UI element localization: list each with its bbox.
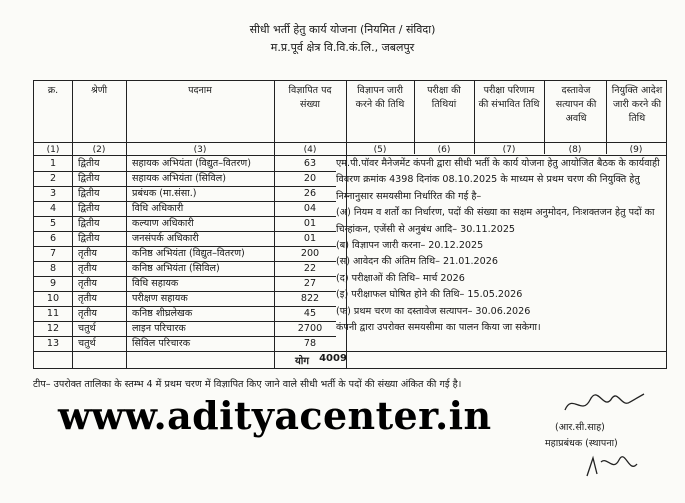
row-count: 01 xyxy=(303,233,317,244)
column-number: (1) xyxy=(46,145,60,155)
row-sr: 11 xyxy=(46,308,60,319)
row-count: 04 xyxy=(303,203,317,214)
column-number: (9) xyxy=(629,145,643,155)
column-number: (6) xyxy=(437,145,451,155)
initials-icon xyxy=(583,452,653,482)
col-divider xyxy=(126,81,127,368)
recruitment-table xyxy=(33,80,667,369)
row-post: सहायक अभियंता (सिविल) xyxy=(132,173,226,184)
row-category: द्वितीय xyxy=(78,233,100,244)
row-count: 63 xyxy=(303,158,317,169)
row-divider xyxy=(34,142,666,143)
schedule-intro: एम.पी.पॉवर मैनेजमेंट कंपनी द्वारा सीधी भर्ती के कार्य योजना हेतु आयोजित बैठक के कार्यवाही विवरण क्रमांक 4398 दिनांक 08.10.2025 के माध्यम से प्रथम चरण की नियुक्ति हेतु निम्नानुसार समयसीमा निर्धारित की गई है– xyxy=(336,158,660,202)
row-category: तृतीय xyxy=(78,248,97,259)
row-count: 27 xyxy=(303,278,317,289)
schedule-outro: कंपनी द्वारा उपरोक्त समयसीमा का पालन किया जा सकेगा। xyxy=(336,322,541,334)
col-divider xyxy=(72,81,73,368)
row-category: द्वितीय xyxy=(78,158,100,169)
row-sr: 2 xyxy=(49,173,57,184)
schedule-item-c: (स) आवेदन की अंतिम तिथि– 21.01.2026 xyxy=(336,256,498,268)
column-number: (5) xyxy=(373,145,387,155)
row-post: कनिष्ठ अभियंता (सिविल) xyxy=(132,263,220,274)
row-count: 20 xyxy=(303,173,317,184)
column-number: (3) xyxy=(193,145,207,155)
row-post: परीक्षण सहायक xyxy=(132,293,188,304)
schedule-text xyxy=(336,156,666,336)
row-sr: 12 xyxy=(46,323,60,334)
header-post: पदनाम xyxy=(188,85,212,96)
row-category: द्वितीय xyxy=(78,218,100,229)
row-post: सहायक अभियंता (विद्युत–वितरण) xyxy=(132,158,251,169)
row-post: कल्याण अधिकारी xyxy=(132,218,194,229)
row-post: कनिष्ठ शीघ्रलेखक xyxy=(132,308,193,319)
total-label: योग xyxy=(294,356,309,367)
schedule-item-e: (इ) परीक्षाफल घोषित होने की तिथि– 15.05.2026 xyxy=(336,289,523,301)
signatory-designation: महाप्रबंधक (स्थापना) xyxy=(545,438,618,449)
total-value: 4009 xyxy=(319,353,347,364)
row-category: तृतीय xyxy=(78,293,97,304)
row-sr: 6 xyxy=(49,233,57,244)
schedule-item-a: (अ) नियम व शर्तों का निर्धारण, पदों की संख्या का सक्षम अनुमोदन, निःशक्तजन हेतु पदों का चिन्हांकन, एजेंसी से अनुबंध आदि– 30.11.2025 xyxy=(336,207,655,235)
row-sr: 9 xyxy=(49,278,57,289)
row-sr: 10 xyxy=(46,293,60,304)
header-advt-date: विज्ञापन जारी करने की तिथि xyxy=(355,85,405,110)
watermark-website: www.adityacenter.in xyxy=(58,393,492,438)
header-category: श्रेणी xyxy=(90,85,108,96)
header-sr: क्र. xyxy=(47,85,59,96)
row-sr: 13 xyxy=(46,338,60,349)
row-post: विधि सहायक xyxy=(132,278,179,289)
row-divider xyxy=(34,351,666,352)
row-category: द्वितीय xyxy=(78,203,100,214)
schedule-item-d: (द) परीक्षाओं की तिथि– मार्च 2026 xyxy=(336,272,465,284)
header-exam-dates: परीक्षा की तिथियां xyxy=(427,85,461,110)
document-subtitle: म.प्र.पूर्व क्षेत्र वि.वि.कं.लि., जबलपुर xyxy=(270,41,415,54)
row-post: जनसंपर्क अधिकारी xyxy=(132,233,199,244)
column-number: (7) xyxy=(502,145,516,155)
schedule-item-b: (ब) विज्ञापन जारी करना– 20.12.2025 xyxy=(336,240,484,252)
row-count: 822 xyxy=(300,293,320,304)
row-count: 01 xyxy=(303,218,317,229)
document-title: सीधी भर्ती हेतु कार्य योजना (नियमित / संविदा) xyxy=(249,23,436,36)
signature-icon xyxy=(560,388,650,420)
row-category: द्वितीय xyxy=(78,173,100,184)
row-sr: 5 xyxy=(49,218,57,229)
row-sr: 7 xyxy=(49,248,57,259)
row-sr: 3 xyxy=(49,188,57,199)
row-count: 200 xyxy=(300,248,320,259)
row-count: 2700 xyxy=(297,323,323,334)
row-category: चतुर्थ xyxy=(78,338,96,349)
row-count: 45 xyxy=(303,308,317,319)
column-number: (8) xyxy=(568,145,582,155)
row-sr: 8 xyxy=(49,263,57,274)
row-post: विधि अधिकारी xyxy=(132,203,184,214)
row-category: तृतीय xyxy=(78,263,97,274)
row-post: कनिष्ठ अभियंता (विद्युत–वितरण) xyxy=(132,248,245,259)
row-category: तृतीय xyxy=(78,308,97,319)
footnote: टीप– उपरोक्त तालिका के स्तम्भ 4 में प्रथम चरण में विज्ञापित किए जाने वाले सीधी भर्ती के पदों की संख्या अंकित की गई है। xyxy=(33,379,462,390)
row-count: 78 xyxy=(303,338,317,349)
row-sr: 1 xyxy=(49,158,57,169)
row-post: सिविल परिचारक xyxy=(132,338,191,349)
row-post: प्रबंधक (मा.संसा.) xyxy=(132,188,197,199)
row-count: 22 xyxy=(303,263,317,274)
row-sr: 4 xyxy=(49,203,57,214)
row-category: तृतीय xyxy=(78,278,97,289)
column-number: (2) xyxy=(92,145,106,155)
header-posts-count: विज्ञापित पद संख्या xyxy=(288,85,332,110)
header-appointment-date: नियुक्ति आदेश जारी करने की तिथि xyxy=(611,85,663,124)
row-count: 26 xyxy=(303,188,317,199)
column-number: (4) xyxy=(303,145,317,155)
row-category: चतुर्थ xyxy=(78,323,96,334)
row-category: द्वितीय xyxy=(78,188,100,199)
schedule-item-f: (फ) प्रथम चरण का दस्तावेज सत्यापन– 30.06.2026 xyxy=(336,305,531,317)
header-doc-verification: दस्तावेज सत्यापन की अवधि xyxy=(555,85,597,124)
signatory-name: (आर.सी.साह) xyxy=(555,422,605,433)
row-post: लाइन परिचारक xyxy=(132,323,186,334)
header-result-date: परीक्षा परिणाम की संभावित तिथि xyxy=(478,85,540,110)
